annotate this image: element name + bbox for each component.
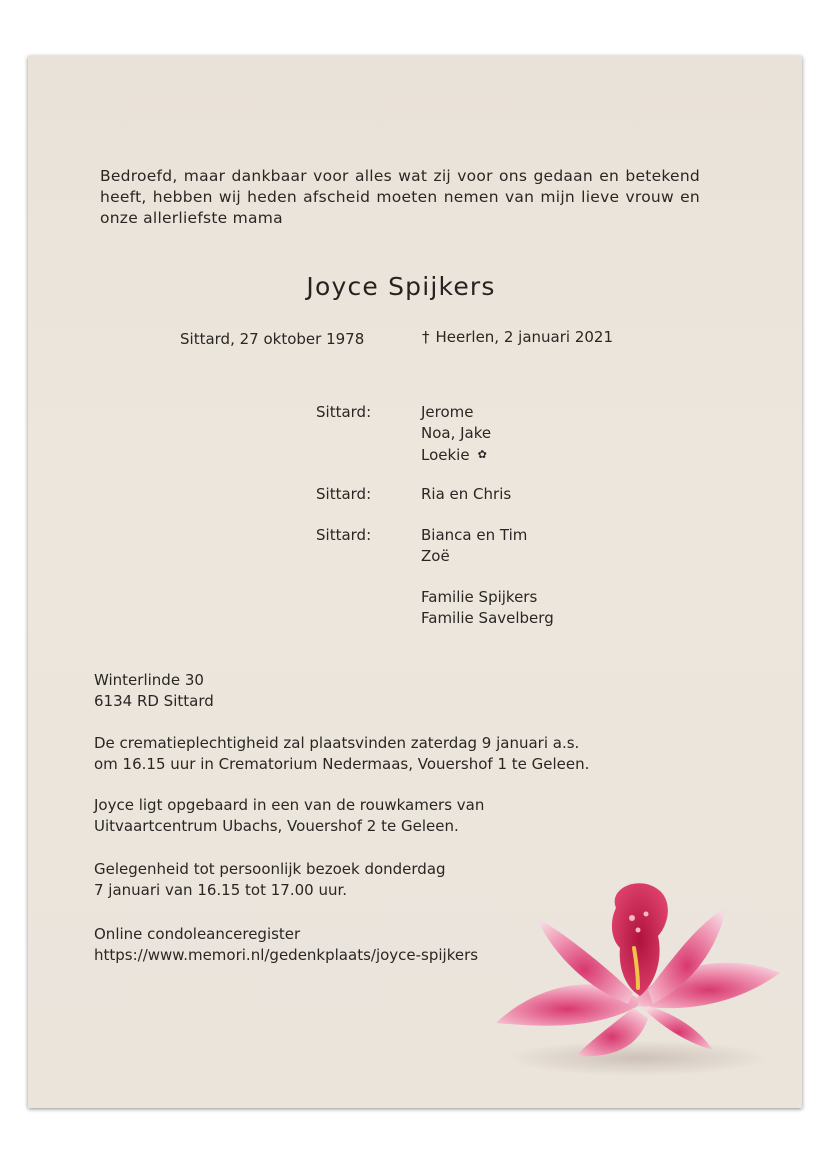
relatives-place: Sittard: <box>316 485 372 503</box>
relatives-place: Sittard: <box>316 403 372 421</box>
relative-name: Bianca en Tim <box>421 526 528 544</box>
viewing-line: Uitvaartcentrum Ubachs, Vouershof 2 te Geleen. <box>94 817 459 835</box>
death-date: Heerlen, 2 januari 2021 <box>435 328 613 346</box>
viewing-info <box>94 795 694 837</box>
mourning-card <box>28 56 802 1108</box>
birth-info: Sittard, 27 oktober 1978 <box>180 330 365 348</box>
viewing-line: Joyce ligt opgebaard in een van de rouwkamers van <box>94 796 485 814</box>
address-street: Winterlinde 30 <box>94 671 204 689</box>
relative-name: Zoë <box>421 547 450 565</box>
deceased-name: Joyce Spijkers <box>306 272 496 301</box>
relative-name: Jerome <box>421 403 474 421</box>
relatives-names <box>421 402 491 465</box>
relative-name: Loekie <box>421 446 470 464</box>
address <box>94 670 694 712</box>
flower-icon: ✿ <box>477 448 487 461</box>
cross-icon: † <box>422 328 430 346</box>
relatives-names <box>421 484 511 505</box>
visit-line: Gelegenheid tot persoonlijk bezoek donderdag <box>94 860 446 878</box>
ceremony-line: om 16.15 uur in Crematorium Nedermaas, Vouershof 1 te Geleen. <box>94 755 590 773</box>
family-name: Familie Savelberg <box>421 609 554 627</box>
death-info <box>422 327 613 348</box>
families <box>421 587 554 629</box>
visit-line: 7 januari van 16.15 tot 17.00 uur. <box>94 881 348 899</box>
relative-name-row <box>421 444 491 465</box>
relatives-place: Sittard: <box>316 526 372 544</box>
register-label: Online condoleanceregister <box>94 925 301 943</box>
ceremony-line: De crematieplechtigheid zal plaatsvinden zaterdag 9 januari a.s. <box>94 734 580 752</box>
relatives-names <box>421 525 527 567</box>
register-url[interactable]: https://www.memori.nl/gedenkplaats/joyce-spijkers <box>94 946 479 964</box>
relative-name: Ria en Chris <box>421 485 512 503</box>
intro-text: Bedroefd, maar dankbaar voor alles wat zij voor ons gedaan en betekend heeft, hebben wij heden afscheid moeten nemen van mijn lieve vrouw en onze allerliefste mama <box>100 167 700 227</box>
relative-name: Noa, Jake <box>421 424 492 442</box>
orchid-flower-icon <box>488 878 788 1078</box>
address-city: 6134 RD Sittard <box>94 692 214 710</box>
family-name: Familie Spijkers <box>421 588 538 606</box>
ceremony-info <box>94 733 694 775</box>
